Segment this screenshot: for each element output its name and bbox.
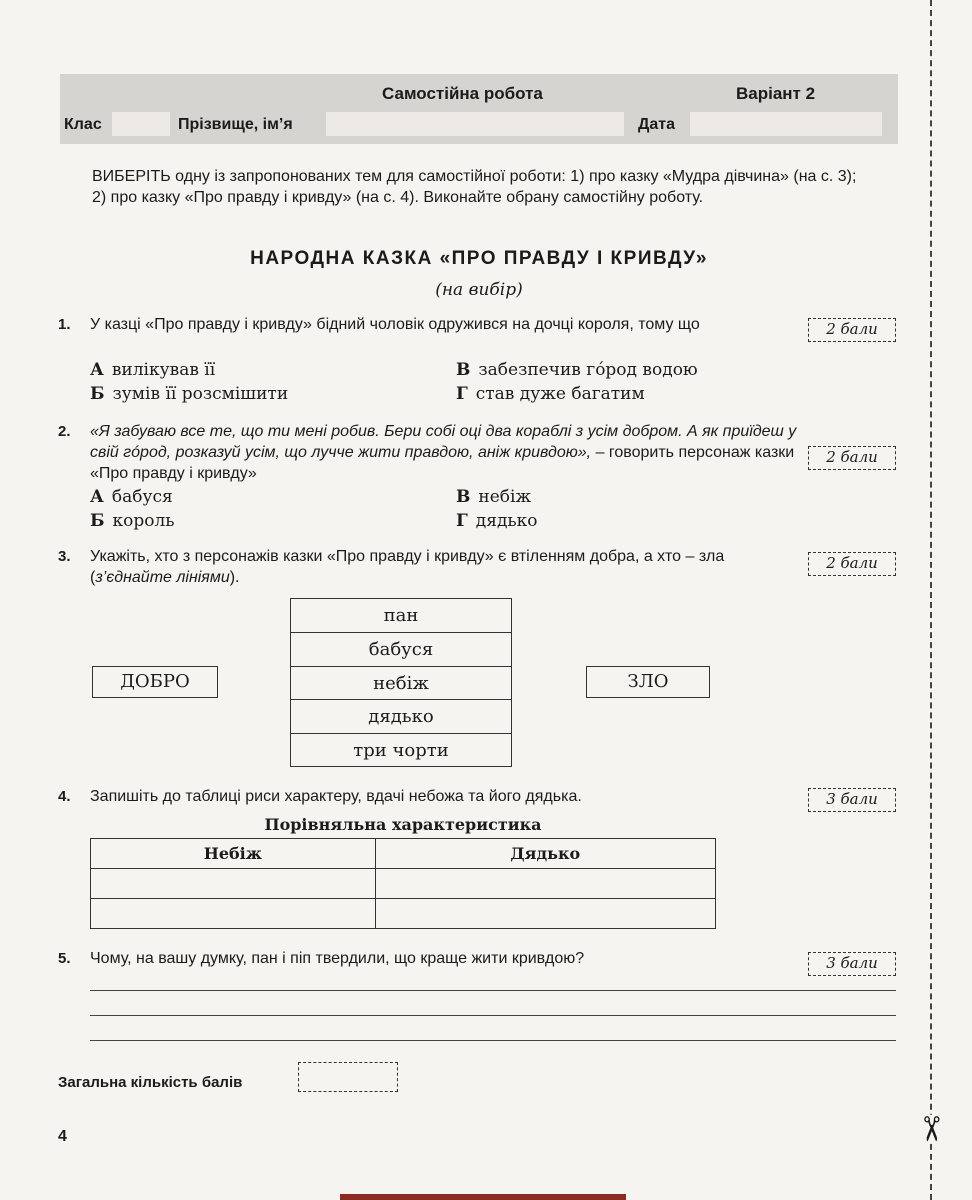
- page-title: НАРОДНА КАЗКА «ПРО ПРАВДУ І КРИВДУ»: [250, 248, 708, 269]
- question-4-number: 4.: [58, 788, 71, 805]
- answer-line[interactable]: [90, 1015, 896, 1016]
- comparison-table: [90, 838, 716, 929]
- question-1-option-g[interactable]: Г став дуже багатим: [456, 384, 645, 404]
- answer-line[interactable]: [90, 1040, 896, 1041]
- table-caption: Порівняльна характеристика: [264, 815, 542, 834]
- bottom-decoration: [340, 1194, 626, 1200]
- question-5-text: Чому, на вашу думку, пан і піп твердили, що краще жити кривдою?: [90, 950, 585, 967]
- question-4-points: 3 бали: [808, 788, 896, 812]
- page-number: 4: [58, 1128, 67, 1145]
- cut-line: [930, 0, 932, 1200]
- question-2-text: «Я забуваю все те, що ти мені робив. Бери собі оці два кораблі з усім добром. А як приїдеш у свій гóрод, розказуй усім, що лучче жити правдою, аніж кривдою», – говорить персонаж казки «Про правду і кривду»: [90, 423, 797, 482]
- question-1-option-v[interactable]: В забезпечив гóрод водою: [456, 360, 698, 380]
- date-label: Дата: [638, 116, 676, 133]
- header-variant: Варіант 2: [736, 84, 816, 103]
- question-3-number: 3.: [58, 548, 71, 565]
- header-title: Самостійна робота: [382, 84, 543, 103]
- question-4-text: Запишіть до таблиці риси характеру, вдачі небожа та його дядька.: [90, 788, 582, 805]
- answer-line[interactable]: [90, 990, 896, 991]
- question-2-option-b[interactable]: Б король: [90, 511, 175, 531]
- question-1-points: 2 бали: [808, 318, 896, 342]
- table-cell[interactable]: [91, 869, 376, 899]
- question-1-number: 1.: [58, 316, 71, 333]
- character-item-babusia[interactable]: бабуся: [291, 632, 511, 665]
- question-2-option-a[interactable]: А бабуся: [90, 487, 173, 507]
- question-1-option-a[interactable]: А вилікував її: [90, 360, 216, 380]
- question-2-option-v[interactable]: В небіж: [456, 487, 532, 507]
- table-cell[interactable]: [375, 899, 715, 929]
- question-5-points: 3 бали: [808, 952, 896, 976]
- column-header-nebizh: Небіж: [91, 839, 376, 869]
- good-box[interactable]: ДОБРО: [92, 666, 218, 698]
- character-item-nebizh[interactable]: небіж: [291, 666, 511, 699]
- evil-box[interactable]: ЗЛО: [586, 666, 710, 698]
- class-label: Клас: [64, 116, 102, 133]
- question-3-text: Укажіть, хто з персонажів казки «Про правду і кривду» є втіленням добра, а хто – зла (з’єднайте лініями).: [90, 548, 725, 586]
- scissors-icon: ✂: [911, 1114, 950, 1144]
- table-cell[interactable]: [91, 899, 376, 929]
- question-2-number: 2.: [58, 423, 71, 440]
- question-2-points: 2 бали: [808, 446, 896, 470]
- intro-text: ВИБЕРІТЬ одну із запропонованих тем для самостійної роботи: 1) про казку «Мудра дівчина» (на с. 3); 2) про казку «Про правду і кривду» (на с. 4). Виконайте обрану самостійну роботу.: [92, 168, 857, 206]
- column-header-diadko: Дядько: [375, 839, 715, 869]
- total-score-box[interactable]: [298, 1062, 398, 1092]
- character-item-diadko[interactable]: дядько: [291, 699, 511, 732]
- question-5-number: 5.: [58, 950, 71, 967]
- question-2-option-g[interactable]: Г дядько: [456, 511, 538, 531]
- question-1-option-b[interactable]: Б зумів її розсмішити: [90, 384, 289, 404]
- header-band: [60, 74, 898, 144]
- date-field[interactable]: [690, 112, 882, 136]
- character-item-pan[interactable]: пан: [383, 605, 419, 626]
- total-score-label: Загальна кількість балів: [58, 1074, 243, 1091]
- name-field[interactable]: [326, 112, 624, 136]
- class-field[interactable]: [112, 112, 170, 136]
- name-label: Прізвище, ім’я: [178, 116, 293, 133]
- character-list: [290, 598, 512, 767]
- character-item-try-chorty[interactable]: три чорти: [291, 733, 511, 766]
- subtitle: (на вибір): [435, 280, 523, 300]
- table-cell[interactable]: [375, 869, 715, 899]
- question-1-text: У казці «Про правду і кривду» бідний чоловік одружився на дочці короля, тому що: [90, 316, 700, 333]
- question-3-points: 2 бали: [808, 552, 896, 576]
